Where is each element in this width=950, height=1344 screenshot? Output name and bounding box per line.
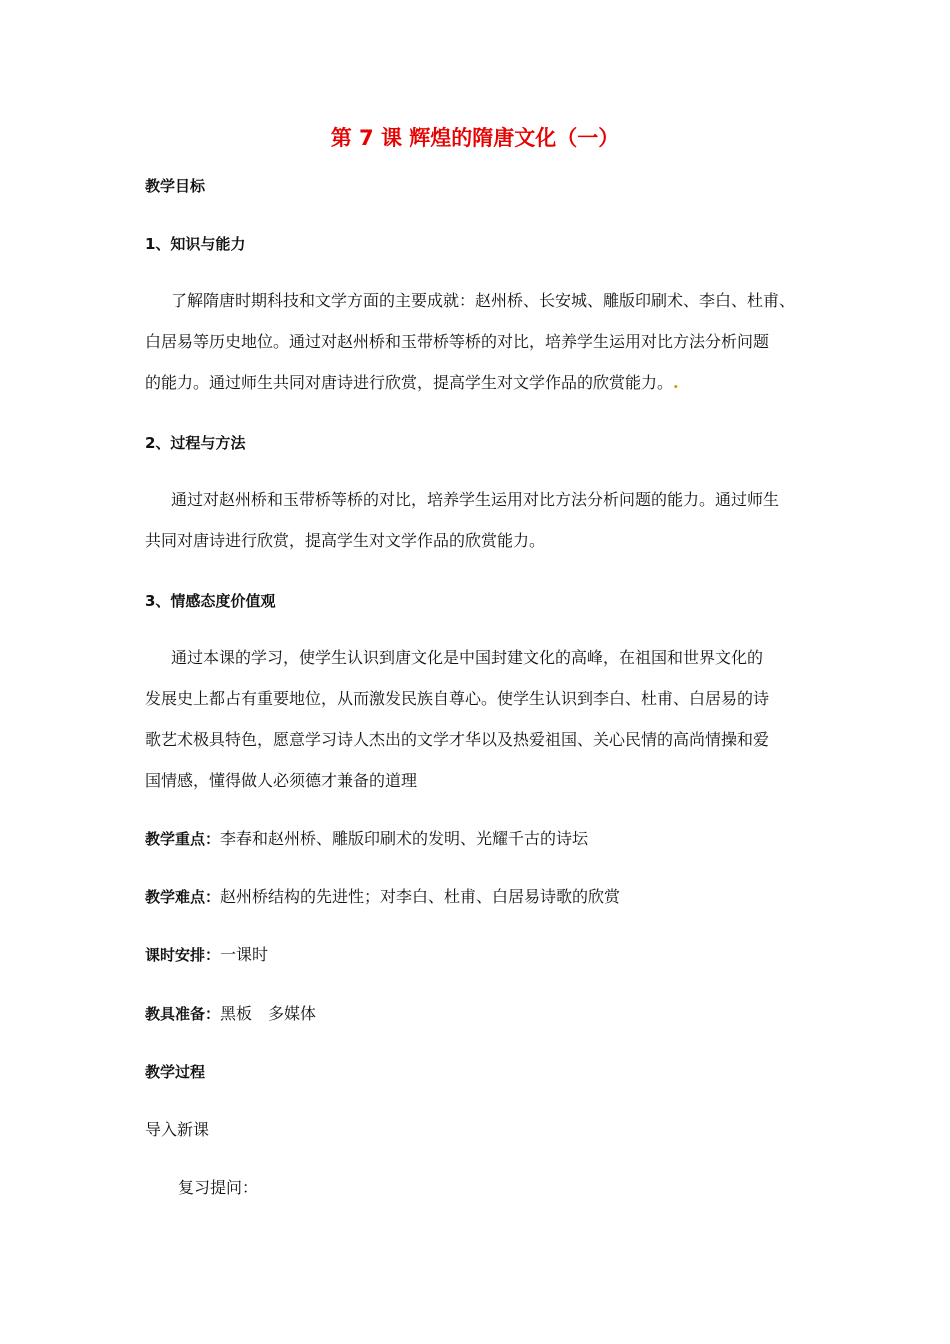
section-3-heading: 3、情感态度价值观 <box>145 592 276 610</box>
difficult-points <box>145 887 620 907</box>
schedule-label: 课时安排： <box>145 946 221 964</box>
schedule-text: 一课时 <box>220 945 269 964</box>
review-line: 复习提问： <box>178 1178 259 1197</box>
lesson-title: 第 7 课 辉煌的隋唐文化（一） <box>330 126 620 150</box>
section-3-line-3: 歌艺术极具特色，愿意学习诗人杰出的文学才华以及热爱祖国、关心民情的高尚情操和爱 <box>145 730 770 749</box>
key-points <box>145 829 588 849</box>
process-heading: 教学过程 <box>145 1063 206 1081</box>
key-points-text: 李春和赵州桥、雕版印刷术的发明、光耀千古的诗坛 <box>220 829 589 848</box>
teaching-tools <box>145 1004 316 1024</box>
goals-heading: 教学目标 <box>145 177 206 195</box>
section-3-line-1: 通过本课的学习，使学生认识到唐文化是中国封建文化的高峰，在祖国和世界文化的 <box>171 648 764 667</box>
section-1-heading: 1、知识与能力 <box>145 235 246 253</box>
section-3-line-4: 国情感，懂得做人必须德才兼备的道理 <box>145 771 418 790</box>
teaching-tools-label: 教具准备： <box>145 1005 221 1023</box>
trailing-mark: . <box>673 373 679 392</box>
teaching-tools-text: 黑板 多媒体 <box>220 1004 317 1023</box>
section-3-line-2: 发展史上都占有重要地位，从而激发民族自尊心。使学生认识到李白、杜甫、白居易的诗 <box>145 689 770 708</box>
section-1-line-2: 白居易等历史地位。通过对赵州桥和玉带桥等桥的对比，培养学生运用对比方法分析问题 <box>145 332 770 351</box>
intro-line: 导入新课 <box>145 1120 210 1139</box>
section-1-line-3-text: 的能力。通过师生共同对唐诗进行欣赏，提高学生对文学作品的欣赏能力。 <box>145 373 674 392</box>
difficult-points-text: 赵州桥结构的先进性；对李白、杜甫、白居易诗歌的欣赏 <box>220 887 621 906</box>
section-1-line-1: 了解隋唐时期科技和文学方面的主要成就：赵州桥、长安城、雕版印刷术、李白、杜甫、 <box>171 291 796 310</box>
section-2-heading: 2、过程与方法 <box>145 434 246 452</box>
section-1-line-3 <box>145 373 679 393</box>
schedule <box>145 945 268 965</box>
difficult-points-label: 教学难点： <box>145 888 221 906</box>
key-points-label: 教学重点： <box>145 830 221 848</box>
section-2-line-2: 共同对唐诗进行欣赏，提高学生对文学作品的欣赏能力。 <box>145 531 546 550</box>
section-2-line-1: 通过对赵州桥和玉带桥等桥的对比，培养学生运用对比方法分析问题的能力。通过师生 <box>171 490 780 509</box>
